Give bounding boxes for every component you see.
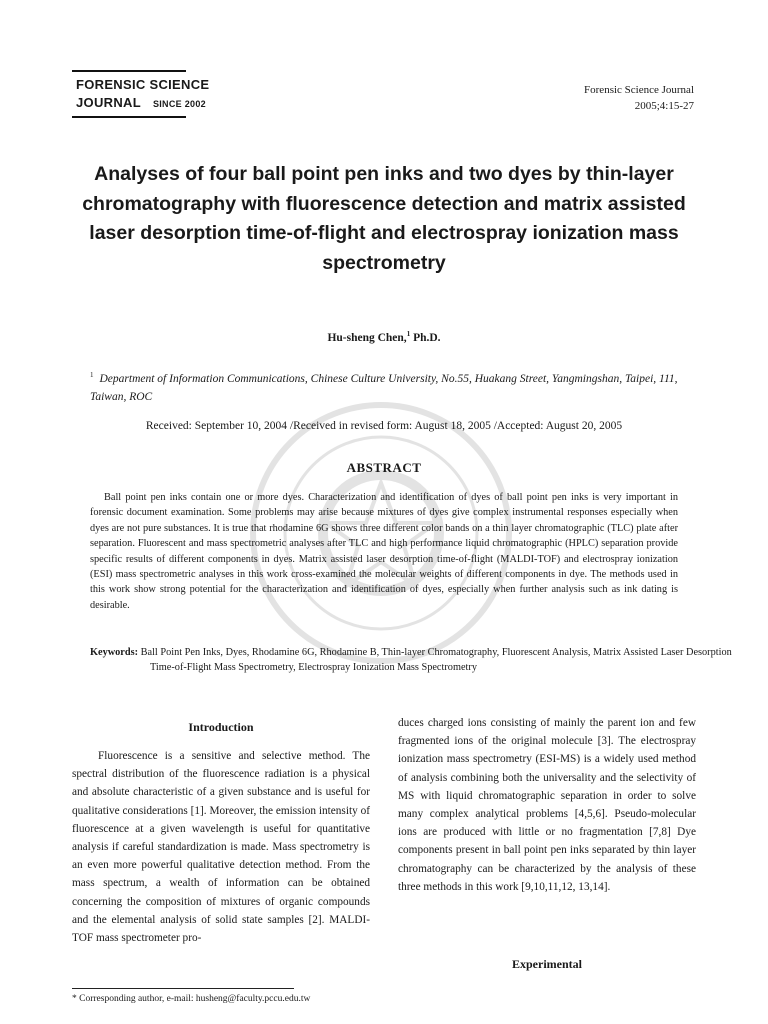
affil-text: Department of Information Communications, Chinese Culture University, No.55, Huakang Street, Yangmingshan, Taipei, 111, Taiwan, ROC <box>90 372 678 403</box>
journal-citation: 2005;4:15-27 <box>634 100 694 112</box>
journal-logo <box>72 70 210 118</box>
keywords-text: Ball Point Pen Inks, Dyes, Rhodamine 6G, Rhodamine B, Thin-layer Chromatography, Fluorescent Analysis, Matrix Assisted Laser Desorption Time-of-Flight Mass Spectrometry, Electrospray Ionization Mass Spectrometry <box>138 647 732 674</box>
left-column <box>72 720 370 947</box>
logo-line2 <box>76 94 206 113</box>
footnote-rule <box>72 988 294 989</box>
manuscript-dates: Received: September 10, 2004 /Received in revised form: August 18, 2005 /Accepted: August 20, 2005 <box>145 420 623 432</box>
right-column <box>398 714 696 896</box>
paper-title: Analyses of four ball point pen inks and two dyes by thin-layer chromatography with fluorescence detection and matrix assisted laser desorption time-of-flight and electrospray ionization mass spectrometry <box>82 163 686 274</box>
introduction-heading: Introduction <box>188 720 254 734</box>
logo-line1: FORENSIC SCIENCE <box>76 77 210 92</box>
author-name: Hu-sheng Chen, <box>327 331 407 344</box>
author-line <box>0 330 768 344</box>
author-affil-mark: 1 <box>406 330 411 338</box>
keywords-label: Keywords: <box>90 647 139 658</box>
footnote: * Corresponding author, e-mail: husheng@faculty.pccu.edu.tw <box>72 994 311 1004</box>
affil-mark: 1 <box>90 371 94 379</box>
affiliation <box>90 366 690 406</box>
logo-journal: JOURNAL <box>76 95 141 110</box>
abstract-heading: ABSTRACT <box>346 460 422 475</box>
right-column-paragraph: duces charged ions consisting of mainly the parent ion and few fragmented ions of the original molecule [3]. The electrospray ionization mass spectrometry (ESI-MS) is a widely used method of analysis combining both the universality and the selectivity of MS with liquid chromatographic separation in order to solve many complex analytical problems [4,5,6]. Pseudo-molecular ions are produced with little or no fragmentation [7,8] Dye components present in ball point pen inks separated by thin layer chromatography can be characterized by the analysis of these three methods in this work [9,10,11,12, 13,14]. <box>398 717 696 893</box>
journal-name: Forensic Science Journal <box>584 84 694 96</box>
author-degree: Ph.D. <box>410 331 441 344</box>
keywords <box>90 645 738 676</box>
abstract-body: Ball point pen inks contain one or more dyes. Characterization and identification of dyes of ball point pen inks is very important in forensic document examination. Some problems may arise because mixtures of dyes give complex instrumental responses especially when dyes are not pure substances. It is true that rhodamine 6G shows three different color bands on a thin layer chromatographic (TLC) plate after separation. Fluorescent and mass spectrometric analyses after TLC and high performance liquid chromatographic (HPLC) separation provide specific results of different components in dyes. Matrix assisted laser desorption time-of-flight (MALDI-TOF) and electrospray ionization (ESI) mass spectrometric analyses in this work cross-examined the molecular weights of different components in dye. The methods used in this work show strong potential for the characterization and identification of dyes, especially when further analysis such as ink dating is desirable. <box>90 492 678 611</box>
logo-since: SINCE 2002 <box>152 99 206 109</box>
experimental-heading: Experimental <box>512 957 582 971</box>
introduction-paragraph: Fluorescence is a sensitive and selective method. The spectral distribution of the fluorescence radiation is a physical and absolute characteristic of a given substance and is useful for qualitative considerations [1]. Moreover, the emission intensity of fluorescence at a given wavelength is useful for quantitative analysis if careful standardization is made. Mass spectrometry is an even more powerful qualitative detection method. From the mass spectrum, a wealth of information can be obtained concerning the composition of mixtures of organic compounds and the elemental analysis of solid state samples [2]. MALDI-TOF mass spectrometer pro- <box>72 750 370 945</box>
journal-info <box>584 82 694 114</box>
